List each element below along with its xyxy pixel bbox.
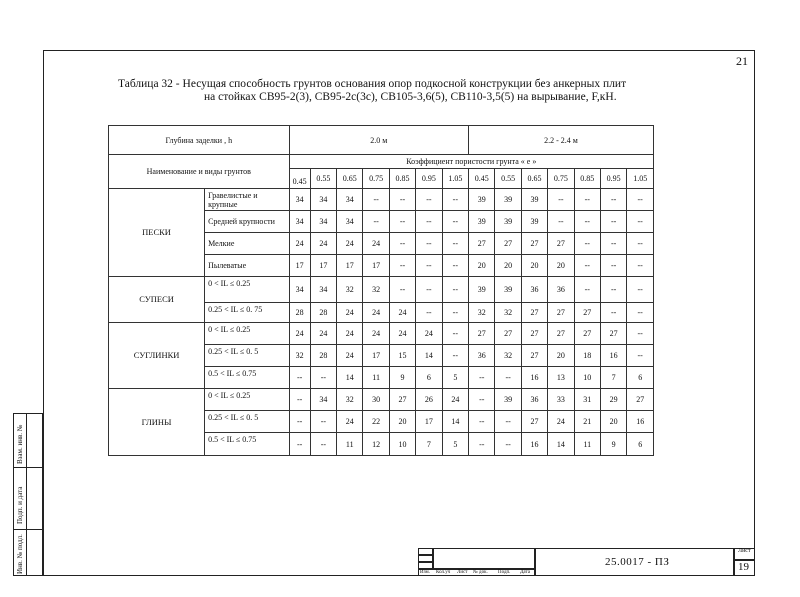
soil-group-name: ГЛИНЫ [109,389,205,456]
capacity-value-cell: 28 [289,303,310,323]
caption-line-1: Таблица 32 - Несущая способность грунтов основания опор подкосной конструкции без анкерных плит [118,78,627,90]
capacity-value-cell: 7 [600,367,626,389]
capacity-value-cell: 36 [548,277,574,303]
capacity-value-cell: 36 [521,277,547,303]
capacity-value-cell: 24 [548,411,574,433]
capacity-value-cell: 17 [416,411,442,433]
capacity-value-cell: -- [469,389,495,411]
sidebar-podp-label: Подп. и дата [16,486,24,524]
capacity-value-cell: -- [574,277,600,303]
capacity-value-cell: -- [442,345,468,367]
depth-2-2-header: 2.2 - 2.4 м [469,126,654,155]
capacity-value-cell: -- [627,277,654,303]
capacity-value-cell: -- [627,303,654,323]
soil-subtype-label: 0.5 < IL ≤ 0.75 [205,367,289,389]
capacity-value-cell: -- [389,255,415,277]
capacity-value-cell: -- [469,411,495,433]
capacity-value-cell: 17 [337,255,363,277]
capacity-value-cell: 39 [521,211,547,233]
capacity-value-cell: -- [289,389,310,411]
capacity-value-cell: 14 [442,411,468,433]
capacity-value-cell: 34 [289,277,310,303]
capacity-value-cell: -- [416,277,442,303]
capacity-value-cell: 22 [363,411,389,433]
capacity-value-cell: -- [389,233,415,255]
capacity-value-cell: -- [574,211,600,233]
capacity-value-cell: 39 [495,277,521,303]
capacity-value-cell: 26 [416,389,442,411]
soil-group-name: СУГЛИНКИ [109,323,205,389]
caption-line-2: на стойках СВ95-2(3), СВ95-2с(3с), СВ105-3,6(5), СВ110-3,5(5) на вырывание, F,кН. [204,91,617,103]
e-value-cell: 1.05 [627,169,654,189]
stamp-izm: Изм. [420,570,430,575]
soil-subtype-label: 0 < IL ≤ 0.25 [205,277,289,303]
capacity-value-cell: 6 [416,367,442,389]
soil-subtype-label: 0.5 < IL ≤ 0.75 [205,433,289,456]
capacity-value-cell: -- [495,433,521,456]
capacity-value-cell: 32 [469,303,495,323]
capacity-value-cell: 31 [574,389,600,411]
capacity-value-cell: 27 [548,233,574,255]
capacity-value-cell: -- [442,255,468,277]
capacity-value-cell: 27 [600,323,626,345]
soil-subtype-label: Пылеватые [205,255,289,277]
soil-group-name: СУПЕСИ [109,277,205,323]
capacity-value-cell: -- [627,345,654,367]
capacity-value-cell: -- [442,277,468,303]
capacity-value-cell: 28 [310,345,336,367]
soil-subtype-label: 0 < IL ≤ 0.25 [205,389,289,411]
capacity-value-cell: 27 [521,345,547,367]
soil-subtype-label: 0 < IL ≤ 0.25 [205,323,289,345]
e-value-cell: 0.85 [574,169,600,189]
capacity-value-cell: 24 [363,233,389,255]
e-value-cell: 0.75 [363,169,389,189]
capacity-value-cell: 32 [337,277,363,303]
capacity-value-cell: -- [495,411,521,433]
capacity-value-cell: 36 [521,389,547,411]
capacity-value-cell: -- [289,367,310,389]
e-value-cell: 0.75 [548,169,574,189]
capacity-value-cell: -- [416,189,442,211]
capacity-value-cell: 24 [337,323,363,345]
capacity-value-cell: 34 [337,211,363,233]
capacity-value-cell: -- [389,189,415,211]
capacity-value-cell: -- [627,233,654,255]
capacity-value-cell: -- [600,211,626,233]
capacity-value-cell: -- [495,367,521,389]
capacity-value-cell: 5 [442,367,468,389]
capacity-value-cell: -- [289,411,310,433]
capacity-value-cell: 27 [495,233,521,255]
bearing-capacity-table [108,125,654,456]
stamp-koluch: Кол.уч [436,570,451,575]
capacity-value-cell: 27 [495,323,521,345]
capacity-value-cell: 32 [495,303,521,323]
e-value-cell: 0.85 [389,169,415,189]
table-row [109,389,654,411]
capacity-value-cell: -- [389,211,415,233]
capacity-value-cell: -- [416,255,442,277]
capacity-value-cell: 20 [521,255,547,277]
capacity-value-cell: -- [600,233,626,255]
capacity-value-cell: 30 [363,389,389,411]
capacity-value-cell: 12 [363,433,389,456]
left-sidebar-stamp [13,413,43,576]
capacity-value-cell: 32 [363,277,389,303]
capacity-value-cell: 21 [574,411,600,433]
table-row [109,323,654,345]
capacity-value-cell: -- [442,189,468,211]
table-row [109,277,654,303]
capacity-value-cell: 24 [337,411,363,433]
capacity-value-cell: -- [627,323,654,345]
e-value-cell: 1.05 [442,169,468,189]
title-block [418,548,755,576]
capacity-value-cell: 17 [289,255,310,277]
soil-subtype-label: Гравелистые и крупные [205,189,289,211]
capacity-value-cell: 24 [337,345,363,367]
capacity-value-cell: -- [416,233,442,255]
capacity-value-cell: 9 [600,433,626,456]
capacity-value-cell: 28 [310,303,336,323]
stamp-data: Дата [520,570,530,575]
stamp-cell [418,562,433,569]
soil-subtype-label: Мелкие [205,233,289,255]
depth-label: Глубина заделки , h [109,126,290,155]
stamp-ndok: № док. [473,570,488,575]
capacity-value-cell: 24 [389,303,415,323]
e-value-cell: 0.45 [469,169,495,189]
capacity-value-cell: 15 [389,345,415,367]
e-value-cell: 0.65 [337,169,363,189]
capacity-value-cell: 39 [495,211,521,233]
capacity-value-cell: -- [574,189,600,211]
capacity-value-cell: 7 [416,433,442,456]
coefficient-label: Коэффициент пористости грунта « е » [289,155,653,169]
capacity-value-cell: 27 [574,323,600,345]
capacity-value-cell: 39 [521,189,547,211]
capacity-value-cell: 39 [469,211,495,233]
capacity-value-cell: -- [627,189,654,211]
capacity-value-cell: 16 [521,367,547,389]
capacity-value-cell: 34 [310,211,336,233]
e-value-cell: 0.95 [416,169,442,189]
capacity-value-cell: 16 [627,411,654,433]
capacity-value-cell: -- [469,367,495,389]
capacity-value-cell: 20 [548,345,574,367]
capacity-value-cell: -- [442,303,468,323]
capacity-value-cell: -- [600,277,626,303]
soil-subtype-label: 0.25 < IL ≤ 0. 75 [205,303,289,323]
e-value-cell: 0.55 [310,169,336,189]
top-sheet-number: 21 [736,54,748,68]
capacity-value-cell: -- [310,411,336,433]
capacity-value-cell: 39 [495,189,521,211]
e-value-cell: 0.45 [289,169,310,189]
soil-subtype-label: Средней крупности [205,211,289,233]
soil-group-name: ПЕСКИ [109,189,205,277]
capacity-value-cell: 39 [469,189,495,211]
names-label: Наименование и виды грунтов [109,155,290,189]
capacity-value-cell: 33 [548,389,574,411]
table-row [109,189,654,211]
capacity-value-cell: -- [600,255,626,277]
capacity-value-cell: -- [442,233,468,255]
capacity-value-cell: 39 [469,277,495,303]
capacity-value-cell: 10 [574,367,600,389]
capacity-value-cell: 10 [389,433,415,456]
sidebar-divider [14,467,42,468]
capacity-value-cell: -- [363,189,389,211]
capacity-value-cell: -- [600,189,626,211]
capacity-value-cell: 11 [574,433,600,456]
capacity-value-cell: 14 [416,345,442,367]
e-value-cell: 0.65 [521,169,547,189]
capacity-value-cell: -- [310,367,336,389]
capacity-value-cell: -- [442,211,468,233]
capacity-value-cell: 20 [600,411,626,433]
capacity-value-cell: 6 [627,433,654,456]
capacity-value-cell: -- [574,233,600,255]
capacity-value-cell: 24 [337,303,363,323]
capacity-value-cell: 17 [310,255,336,277]
stamp-podp: Подп. [498,570,511,575]
e-value-cell: 0.55 [495,169,521,189]
stamp-list: Лист [457,570,468,575]
sidebar-divider [14,529,42,530]
capacity-value-cell: -- [548,189,574,211]
capacity-value-cell: 24 [310,323,336,345]
capacity-value-cell: 34 [310,189,336,211]
capacity-value-cell: 6 [627,367,654,389]
capacity-value-cell: 14 [548,433,574,456]
capacity-value-cell: 34 [289,211,310,233]
capacity-value-cell: 11 [363,367,389,389]
capacity-value-cell: 16 [521,433,547,456]
capacity-value-cell: 14 [337,367,363,389]
capacity-value-cell: -- [442,323,468,345]
e-value-cell: 0.95 [600,169,626,189]
capacity-value-cell: 32 [289,345,310,367]
capacity-value-cell: 24 [289,233,310,255]
capacity-value-cell: -- [416,303,442,323]
capacity-value-cell: 27 [389,389,415,411]
capacity-value-cell: 32 [337,389,363,411]
capacity-value-cell: 20 [495,255,521,277]
sidebar-inv-label: Инв. № подл. [16,534,24,574]
list-label: Лист [738,548,751,554]
stamp-cell [433,548,535,569]
soil-subtype-label: 0.25 < IL ≤ 0. 5 [205,345,289,367]
stamp-cell [418,555,433,562]
capacity-value-cell: 11 [337,433,363,456]
document-number: 25.0017 - ПЗ [605,556,670,568]
capacity-value-cell: 27 [521,303,547,323]
capacity-value-cell: -- [469,433,495,456]
capacity-value-cell: 24 [289,323,310,345]
capacity-value-cell: 27 [469,323,495,345]
capacity-value-cell: 34 [289,189,310,211]
capacity-value-cell: 20 [389,411,415,433]
capacity-value-cell: 13 [548,367,574,389]
capacity-value-cell: 29 [600,389,626,411]
capacity-value-cell: 24 [442,389,468,411]
soil-subtype-label: 0.25 < IL ≤ 0. 5 [205,411,289,433]
capacity-value-cell: -- [548,211,574,233]
capacity-value-cell: -- [310,433,336,456]
capacity-value-cell: 36 [469,345,495,367]
capacity-value-cell: 20 [469,255,495,277]
capacity-value-cell: 18 [574,345,600,367]
capacity-value-cell: 32 [495,345,521,367]
capacity-value-cell: 27 [521,233,547,255]
capacity-value-cell: 24 [363,303,389,323]
capacity-value-cell: -- [600,303,626,323]
capacity-value-cell: 24 [416,323,442,345]
capacity-value-cell: -- [363,211,389,233]
capacity-value-cell: 27 [627,389,654,411]
capacity-value-cell: 34 [310,277,336,303]
capacity-value-cell: 24 [310,233,336,255]
capacity-value-cell: 27 [521,323,547,345]
capacity-value-cell: 20 [548,255,574,277]
capacity-value-cell: 34 [310,389,336,411]
capacity-value-cell: 27 [548,323,574,345]
capacity-value-cell: 17 [363,345,389,367]
capacity-value-cell: -- [289,433,310,456]
sidebar-vzam-label: Взам. инв. № [16,424,24,464]
capacity-value-cell: -- [627,211,654,233]
capacity-value-cell: 27 [521,411,547,433]
capacity-value-cell: -- [389,277,415,303]
capacity-value-cell: 24 [337,233,363,255]
capacity-value-cell: 27 [574,303,600,323]
capacity-value-cell: 17 [363,255,389,277]
capacity-value-cell: 24 [363,323,389,345]
capacity-value-cell: 9 [389,367,415,389]
capacity-value-cell: -- [416,211,442,233]
capacity-value-cell: 34 [337,189,363,211]
capacity-value-cell: -- [627,255,654,277]
capacity-value-cell: 16 [600,345,626,367]
stamp-cell [418,548,433,555]
list-number: 19 [738,561,749,573]
capacity-value-cell: 27 [548,303,574,323]
capacity-value-cell: 39 [495,389,521,411]
capacity-value-cell: 27 [469,233,495,255]
capacity-value-cell: 5 [442,433,468,456]
depth-2-0-header: 2.0 м [289,126,468,155]
capacity-value-cell: -- [574,255,600,277]
capacity-value-cell: 24 [389,323,415,345]
